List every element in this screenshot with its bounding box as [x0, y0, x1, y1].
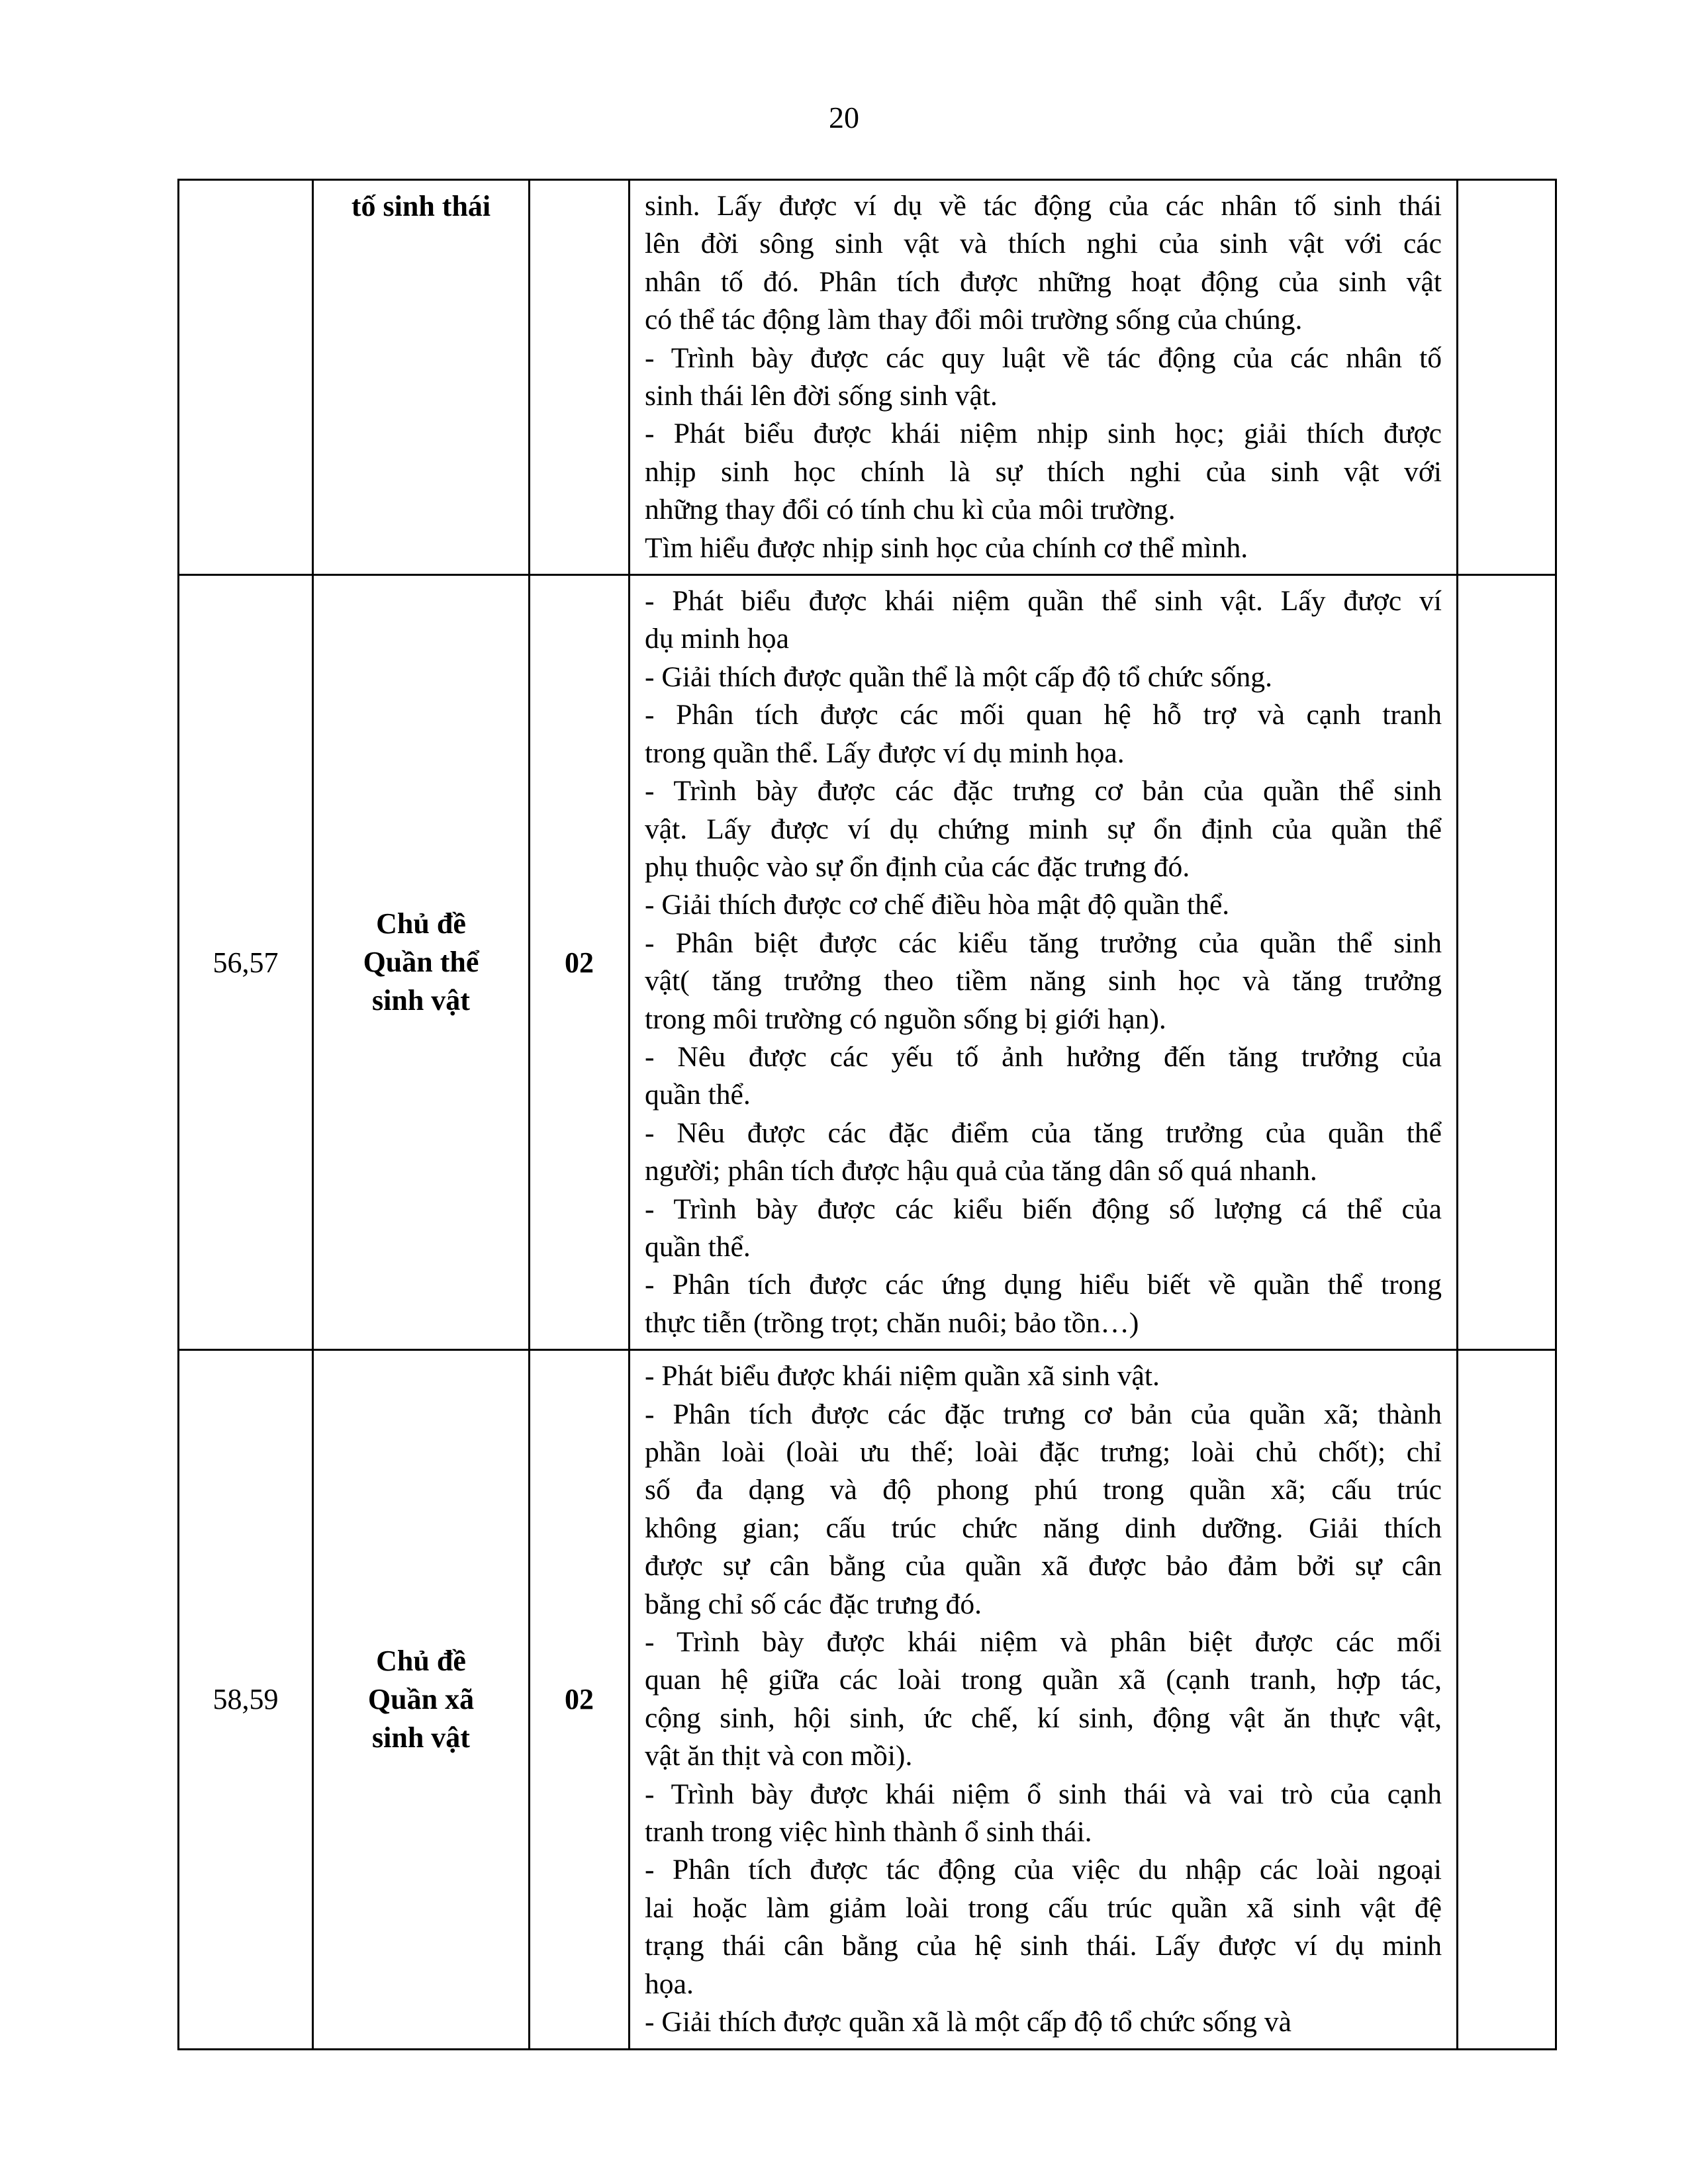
periods-cell: 02 [530, 1350, 630, 2049]
requirement-line: sinh thái lên đời sống sinh vật. [645, 380, 998, 412]
topic-line: sinh vật [372, 984, 470, 1017]
requirements-cell [630, 180, 1458, 575]
requirement-line: vật( tăng trưởng theo tiềm năng sinh học và tăng trưởng [645, 965, 1442, 997]
period-number-cell [179, 180, 313, 575]
periods-cell [530, 180, 630, 575]
requirement-line: - Nêu được các đặc điểm của tăng trưởng của quần thể [645, 1116, 1442, 1149]
requirement-line: sinh. Lấy được ví dụ về tác động của các nhân tố sinh thái [645, 190, 1442, 222]
topic-line: Chủ đề [376, 907, 466, 940]
requirements-cell [630, 1350, 1458, 2049]
requirement-line: được sự cân bằng của quần xã được bảo đảm bởi sự cân [645, 1550, 1442, 1582]
requirement-line: bằng chỉ số các đặc trưng đó. [645, 1588, 982, 1620]
requirement-line: số đa dạng và độ phong phú trong quần xã; cấu trúc [645, 1474, 1442, 1506]
requirement-line: lai hoặc làm giảm loài trong cấu trúc quần xã sinh vật đệ [645, 1891, 1442, 1924]
table-body [179, 180, 1556, 2050]
requirement-line: trong môi trường có nguồn sống bị giới hạn). [645, 1003, 1166, 1035]
requirement-line: - Giải thích được quần xã là một cấp độ tổ chức sống và [645, 2006, 1292, 2038]
requirement-line: phần loài (loài ưu thế; loài đặc trưng; loài chủ chốt); chỉ [645, 1436, 1442, 1468]
notes-cell [1458, 1350, 1556, 2049]
topic-line: Quần thể [363, 946, 479, 979]
curriculum-table [177, 179, 1557, 2050]
requirement-line: người; phân tích được hậu quả của tăng dân số quá nhanh. [645, 1155, 1317, 1187]
requirement-line: - Giải thích được cơ chế điều hòa mật độ quần thể. [645, 889, 1230, 921]
requirement-line: vật ăn thịt và con mồi). [645, 1740, 913, 1772]
requirement-line: - Phát biểu được khái niệm quần xã sinh vật. [645, 1360, 1160, 1392]
requirement-line: - Trình bày được các quy luật về tác động của các nhân tố [645, 341, 1442, 374]
requirement-line: - Phát biểu được khái niệm nhịp sinh học; giải thích được [645, 418, 1442, 450]
requirement-line: - Phân tích được tác động của việc du nhập các loài ngoại [645, 1854, 1442, 1886]
requirement-line: có thể tác động làm thay đổi môi trường sống của chúng. [645, 304, 1303, 336]
requirement-line: Tìm hiểu được nhịp sinh học của chính cơ thể mình. [645, 531, 1248, 564]
requirement-line: dụ minh họa [645, 623, 789, 655]
requirement-line: phụ thuộc vào sự ổn định của các đặc trưng đó. [645, 850, 1190, 883]
topic-cell [313, 1350, 530, 2049]
requirement-line: - Trình bày được các đặc trưng cơ bản của quần thể sinh [645, 775, 1442, 807]
requirement-line: - Nêu được các yếu tố ảnh hưởng đến tăng trưởng của [645, 1040, 1442, 1073]
requirement-line: những thay đổi có tính chu kì của môi trường. [645, 494, 1176, 526]
topic-line: Quần xã [367, 1682, 475, 1715]
requirement-line: - Trình bày được khái niệm và phân biệt được các mối [645, 1626, 1442, 1659]
topic-cell: tố sinh thái [313, 180, 530, 575]
requirement-line: cộng sinh, hội sinh, ức chế, kí sinh, động vật ăn thực vật, [645, 1702, 1442, 1734]
page-number: 20 [829, 101, 859, 134]
requirement-line: nhịp sinh học chính là sự thích nghi của sinh vật với [645, 455, 1442, 488]
requirement-line: - Trình bày được các kiểu biến động số lượng cá thể của [645, 1193, 1442, 1225]
requirements-cell [630, 575, 1458, 1350]
requirement-line: quan hệ giữa các loài trong quần xã (cạnh tranh, hợp tác, [645, 1664, 1442, 1696]
period-number-cell: 58,59 [179, 1350, 313, 2049]
notes-cell [1458, 575, 1556, 1350]
requirement-line: vật. Lấy được ví dụ chứng minh sự ổn định của quần thể [645, 813, 1442, 845]
notes-cell [1458, 180, 1556, 575]
topic-line: Chủ đề [376, 1644, 466, 1677]
requirement-line: không gian; cấu trúc chức năng dinh dưỡng. Giải thích [645, 1512, 1442, 1544]
table-row [179, 575, 1556, 1350]
topic-cell [313, 575, 530, 1350]
requirement-line: - Phát biểu được khái niệm quần thể sinh vật. Lấy được ví [645, 585, 1442, 617]
requirement-line: lên đời sông sinh vật và thích nghi của sinh vật với các [645, 228, 1442, 260]
requirement-line: thực tiễn (trồng trọt; chăn nuôi; bảo tồn…) [645, 1306, 1139, 1339]
requirement-line: quần thể. [645, 1230, 751, 1263]
requirement-line: - Phân tích được các đặc trưng cơ bản của quần xã; thành [645, 1398, 1442, 1430]
requirement-line: - Trình bày được khái niệm ổ sinh thái và vai trò của cạnh [645, 1778, 1442, 1810]
requirement-line: trạng thái cân bằng của hệ sinh thái. Lấy được ví dụ minh [645, 1930, 1442, 1962]
topic-line: sinh vật [372, 1721, 470, 1754]
periods-cell: 02 [530, 575, 630, 1350]
requirement-line: - Phân biệt được các kiểu tăng trưởng của quần thể sinh [645, 927, 1442, 959]
requirement-line: nhân tố đó. Phân tích được những hoạt động của sinh vật [645, 265, 1442, 298]
requirement-line: tranh trong việc hình thành ổ sinh thái. [645, 1816, 1092, 1848]
period-number-cell: 56,57 [179, 575, 313, 1350]
table-row [179, 1350, 1556, 2049]
requirement-line: quần thể. [645, 1079, 751, 1111]
requirement-line: - Giải thích được quần thể là một cấp độ tổ chức sống. [645, 660, 1272, 693]
table-row [179, 180, 1556, 575]
requirement-line: - Phân tích được các mối quan hệ hỗ trợ và cạnh tranh [645, 699, 1442, 731]
requirement-line: - Phân tích được các ứng dụng hiểu biết về quần thể trong [645, 1269, 1442, 1301]
requirement-line: họa. [645, 1968, 694, 2000]
requirement-line: trong quần thể. Lấy được ví dụ minh họa. [645, 737, 1125, 769]
